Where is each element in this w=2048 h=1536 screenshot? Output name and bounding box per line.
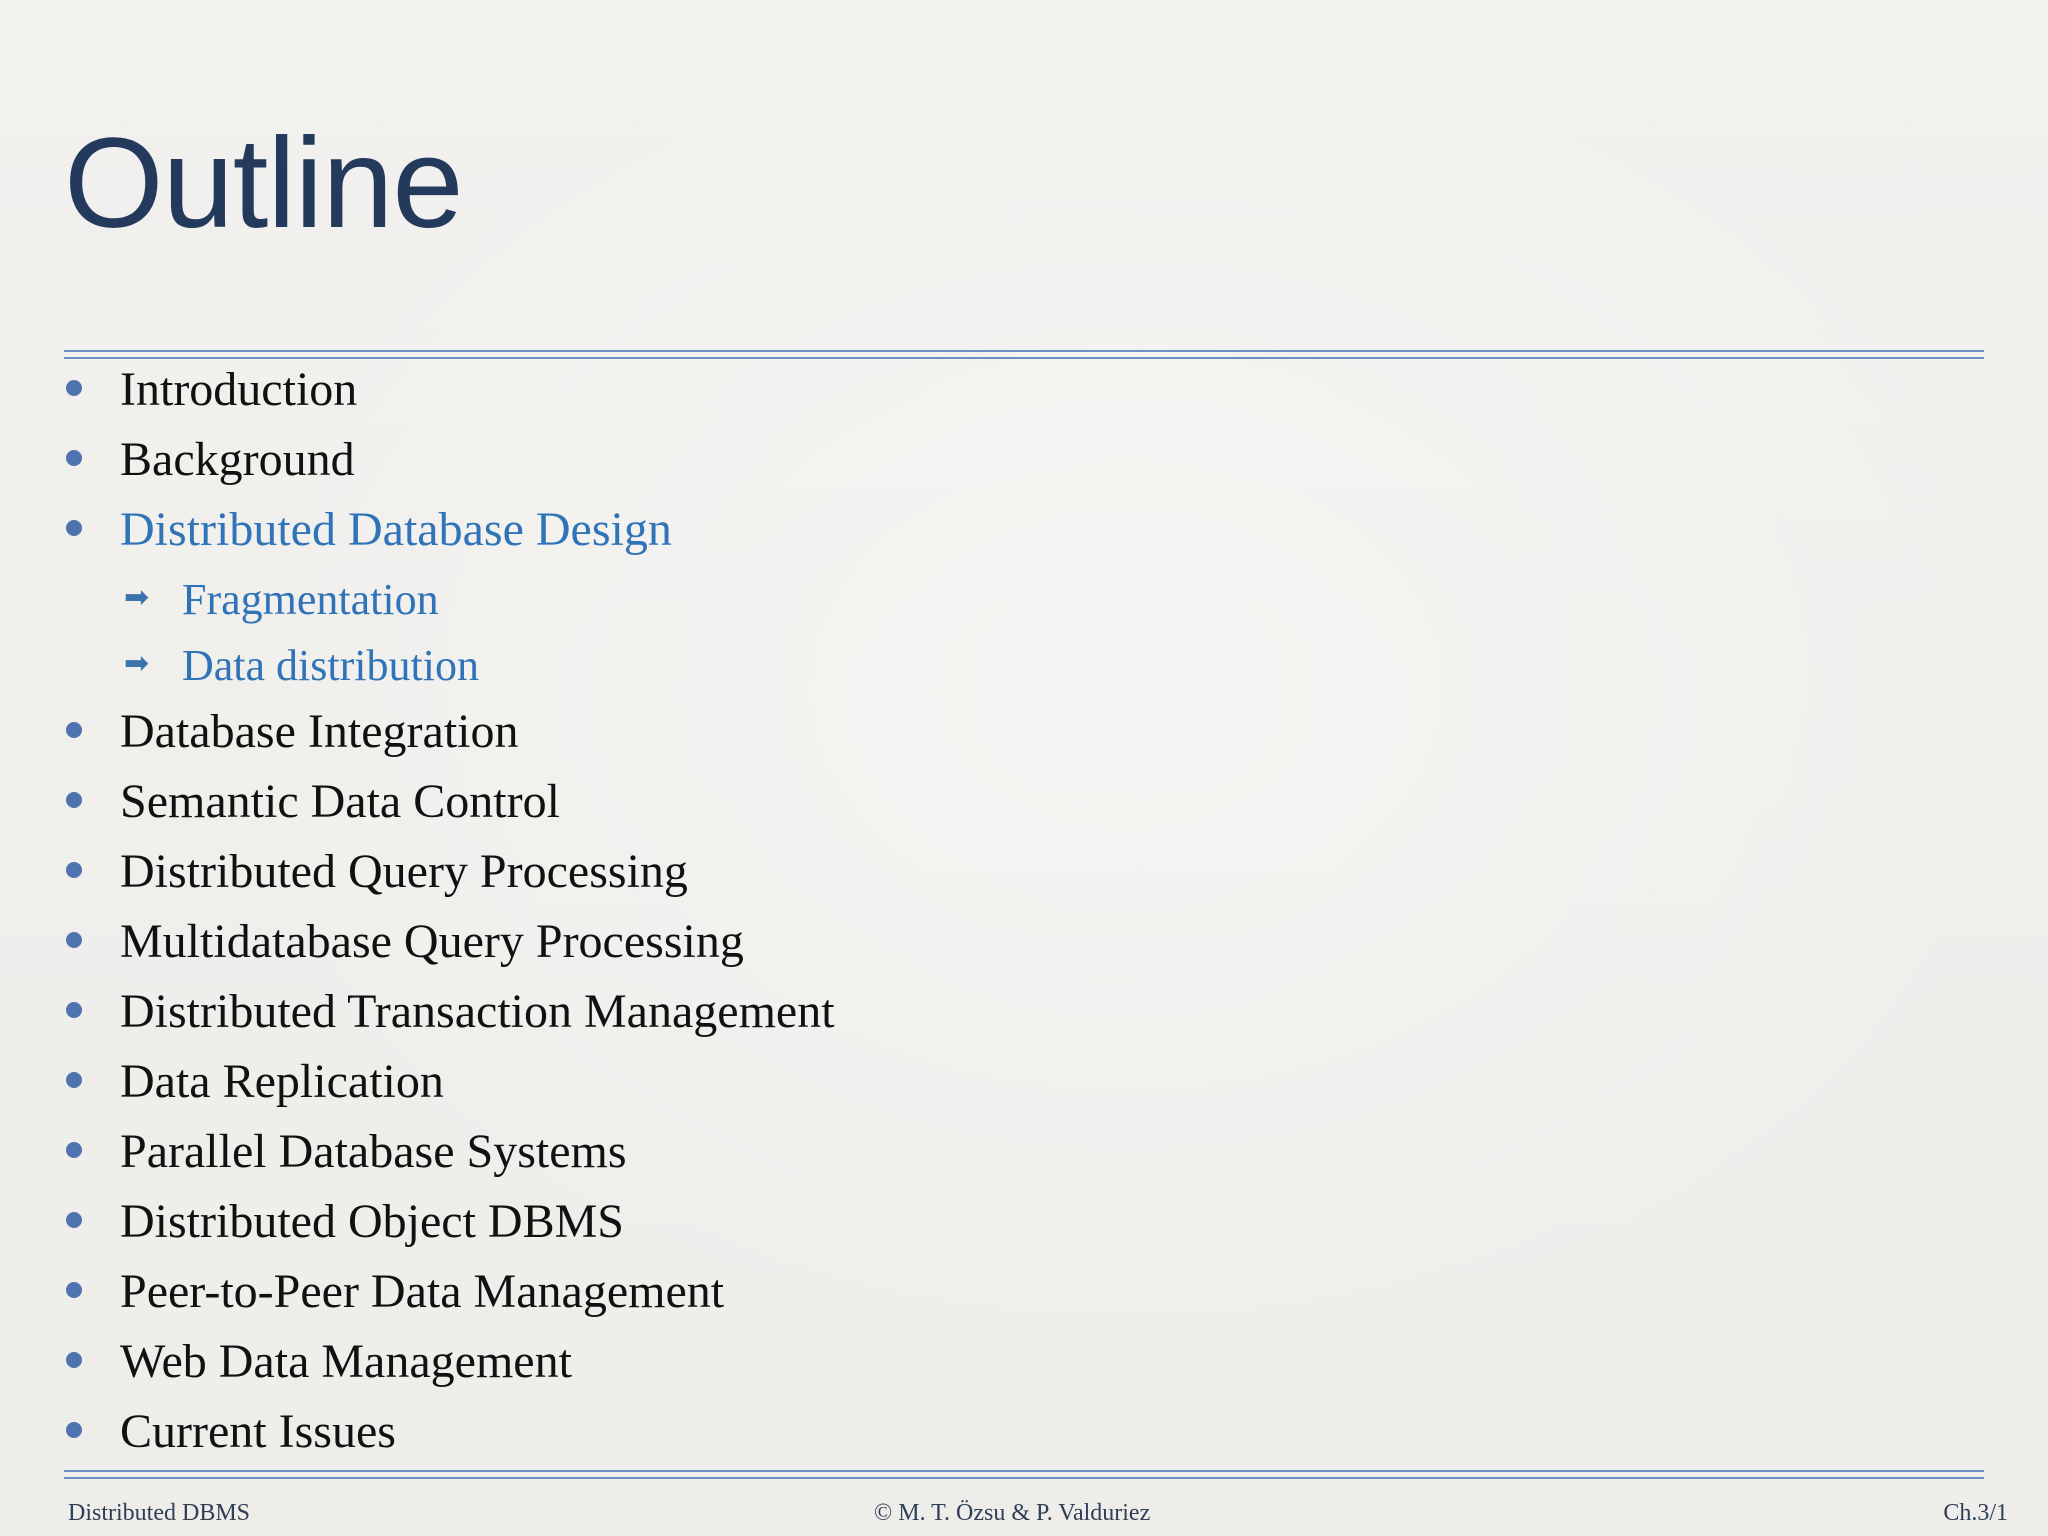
outline-item-semantic-data-control — [0, 775, 1200, 842]
outline-item-label: Distributed Query Processing — [120, 845, 688, 898]
bullet-dot-icon — [66, 932, 82, 948]
bullet-dot-icon — [66, 862, 82, 878]
bullet-dot-icon — [66, 1282, 82, 1298]
outline-item-label: Distributed Database Design — [120, 503, 672, 556]
outline-item-database-integration — [0, 705, 1200, 772]
bullet-dot-icon — [66, 792, 82, 808]
outline-item-background — [0, 433, 1200, 500]
outline-item-label: Database Integration — [120, 705, 519, 758]
outline-item-label: Peer-to-Peer Data Management — [120, 1265, 725, 1318]
outline-subitem-label: Fragmentation — [182, 575, 439, 624]
outline-item-distributed-query-processing — [0, 845, 1200, 912]
footer-course-name: Distributed DBMS — [68, 1500, 251, 1526]
outline-item-peer-to-peer-data-management — [0, 1265, 1200, 1332]
bottom-divider-line — [64, 1470, 1984, 1472]
outline-item-label: Distributed Object DBMS — [120, 1195, 624, 1248]
outline-item-label: Introduction — [120, 363, 358, 416]
outline-item-parallel-database-systems — [0, 1125, 1200, 1192]
bullet-dot-icon — [66, 722, 82, 738]
bullet-dot-icon — [66, 1352, 82, 1368]
bullet-dot-icon — [66, 1212, 82, 1228]
outline-subitem-fragmentation — [0, 575, 1200, 640]
outline-item-distributed-object-dbms — [0, 1195, 1200, 1262]
right-arrow-icon: ➡ — [124, 646, 150, 681]
right-arrow-icon: ➡ — [124, 580, 150, 615]
outline-item-introduction — [0, 363, 1200, 430]
outline-item-label: Web Data Management — [120, 1335, 572, 1388]
outline-subitem-label: Data distribution — [182, 641, 479, 690]
outline-item-label: Multidatabase Query Processing — [120, 915, 744, 968]
bullet-dot-icon — [66, 450, 82, 466]
bullet-dot-icon — [66, 1142, 82, 1158]
bullet-dot-icon — [66, 1072, 82, 1088]
outline-item-web-data-management — [0, 1335, 1200, 1402]
bullet-dot-icon — [66, 380, 82, 396]
outline-item-label: Current Issues — [120, 1405, 396, 1458]
bullet-dot-icon — [66, 1422, 82, 1438]
outline-item-data-replication — [0, 1055, 1200, 1122]
slide-title: Outline — [64, 112, 463, 255]
footer-slide-number: Ch.3/1 — [1943, 1500, 2008, 1526]
outline-item-current-issues — [0, 1405, 1200, 1472]
outline-item-label: Data Replication — [120, 1055, 444, 1108]
outline-subitem-data-distribution — [0, 641, 1200, 706]
outline-item-distributed-transaction-management — [0, 985, 1200, 1052]
outline-item-multidatabase-query-processing — [0, 915, 1200, 982]
outline-item-label: Semantic Data Control — [120, 775, 560, 828]
outline-item-label: Background — [120, 433, 355, 486]
outline-item-distributed-database-design — [0, 503, 1200, 570]
bullet-dot-icon — [66, 1002, 82, 1018]
bullet-dot-icon — [66, 520, 82, 536]
outline-item-label: Parallel Database Systems — [120, 1125, 627, 1178]
footer-copyright: © M. T. Özsu & P. Valduriez — [874, 1500, 1151, 1526]
bottom-divider-line-secondary — [64, 1477, 1984, 1479]
outline-item-label: Distributed Transaction Management — [120, 985, 835, 1038]
